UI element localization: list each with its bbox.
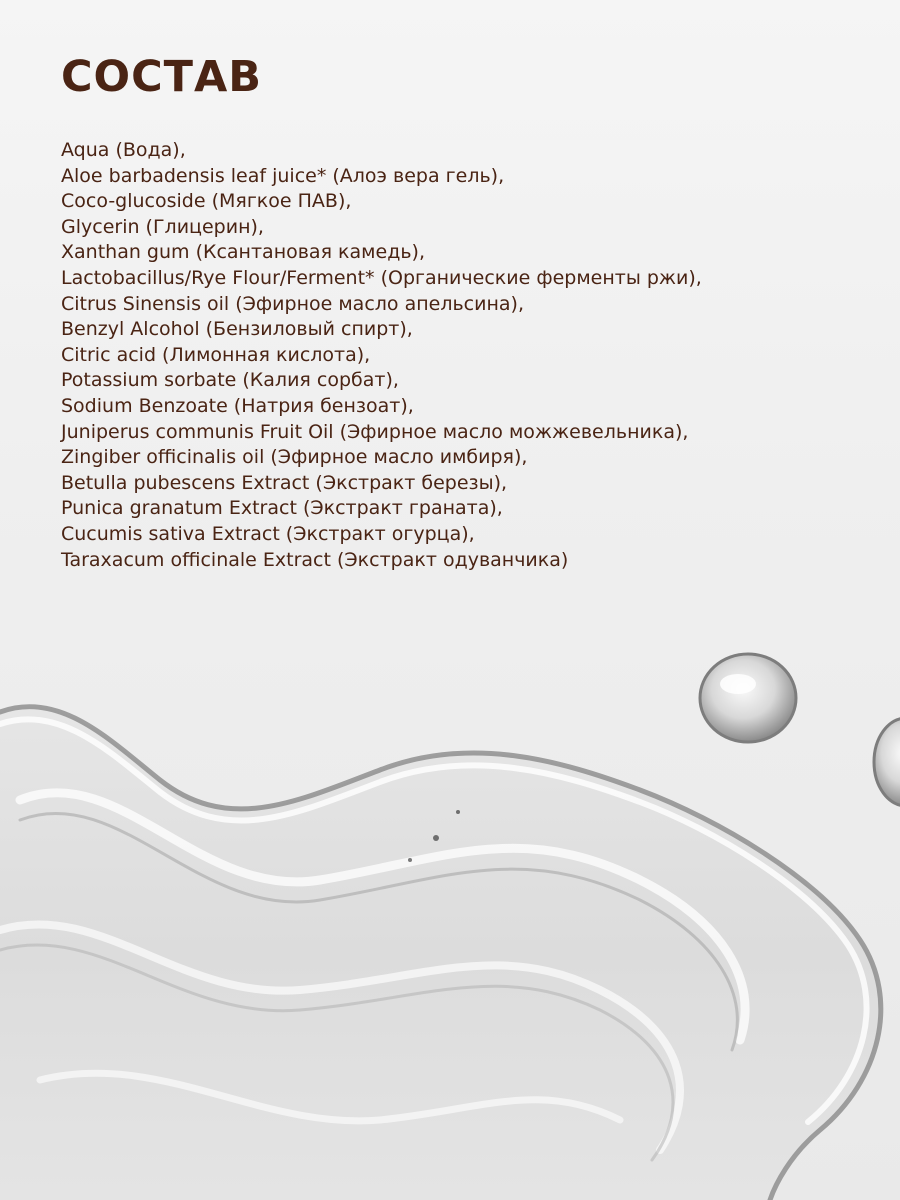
ingredient-item: Benzyl Alcohol (Бензиловый спирт), [61,318,413,341]
gel-droplet [874,718,900,806]
ingredient-item: Zingiber officinalis oil (Эфирное масло имбиря), [61,446,528,469]
gel-bubble [456,810,460,814]
ingredient-item: Potassium sorbate (Калия сорбат), [61,369,399,392]
ingredient-item: Sodium Benzoate (Натрия бензоат), [61,394,414,417]
composition-section [61,52,861,573]
ingredient-list [61,138,861,573]
ingredient-item: Xanthan gum (Ксантановая камедь), [61,241,425,264]
ingredient-item: Punica granatum Extract (Экстракт граната), [61,497,503,520]
ingredient-item: Juniperus communis Fruit Oil (Эфирное масло можжевельника), [61,420,689,443]
page-title: СОСТАВ [61,52,263,102]
ingredient-item: Cucumis sativa Extract (Экстракт огурца), [61,522,475,545]
ingredient-item: Aqua (Вода), [61,139,186,161]
ingredient-item: Citric acid (Лимонная кислота), [61,343,371,366]
ingredient-item: Lactobacillus/Rye Flour/Ferment* (Органические ферменты ржи), [61,266,702,289]
ingredient-item: Glycerin (Глицерин), [61,215,264,238]
gel-droplet [700,654,796,742]
gel-pool-shape [0,707,881,1200]
ingredient-item: Taraxacum officinale Extract (Экстракт одуванчика) [61,548,569,571]
ingredient-item: Aloe barbadensis leaf juice* (Алоэ вера гель), [61,164,505,187]
gel-droplet-highlight [720,674,756,694]
ingredient-item: Betulla pubescens Extract (Экстракт березы), [61,471,508,494]
ingredient-item: Citrus Sinensis oil (Эфирное масло апельсина), [61,292,524,315]
ingredient-item: Coco-glucoside (Мягкое ПАВ), [61,190,352,213]
gel-bubble [408,858,412,862]
gel-bubble [433,835,439,841]
